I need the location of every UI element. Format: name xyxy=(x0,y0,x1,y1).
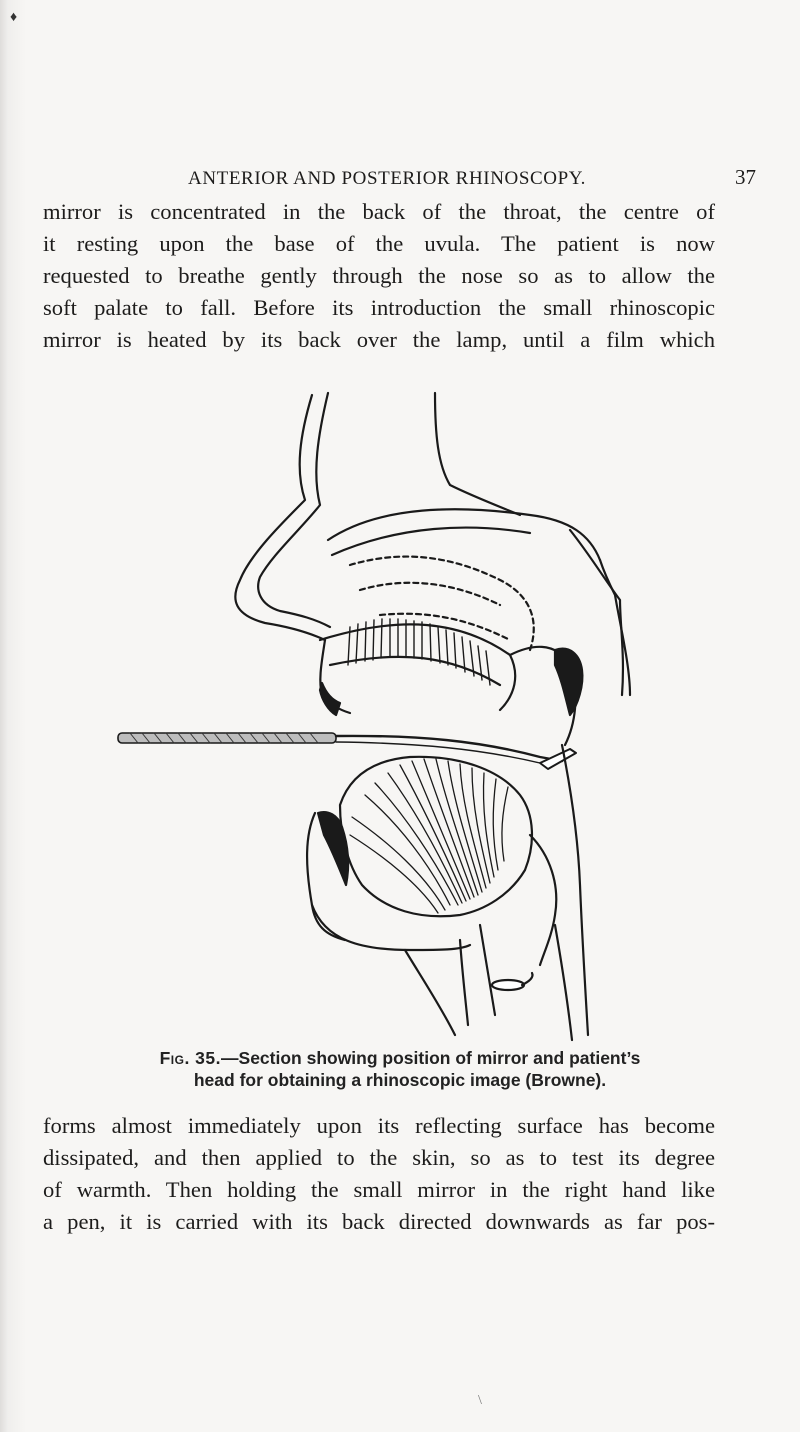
caption-line-2: head for obtaining a rhinoscopic image (Browne). xyxy=(193,1070,607,1090)
chin-line xyxy=(312,905,470,950)
hyoid-detail xyxy=(522,973,533,985)
stray-mark: \ xyxy=(478,1393,482,1408)
nose-profile-line xyxy=(235,395,325,640)
rhinoscope-stem-lower xyxy=(336,742,540,763)
caption-text-1: —Section showing position of mirror and patient’s xyxy=(221,1048,641,1068)
neck-front-line xyxy=(405,950,455,1035)
skull-base-line xyxy=(435,393,520,515)
text-line: soft palate to fall. Before its introduction the small rhinoscopic xyxy=(43,295,715,320)
upper-teeth xyxy=(320,683,340,715)
posterior-wall-line xyxy=(600,560,630,695)
page-number: 37 xyxy=(735,165,756,189)
tongue-fibers xyxy=(350,759,508,913)
epiglottis-line xyxy=(530,835,556,965)
text-line: requested to breathe gently through the nose so as to allow the xyxy=(43,263,715,288)
figure-caption xyxy=(110,1047,690,1091)
larynx-front-line xyxy=(460,940,468,1025)
turbinate-dashed-line xyxy=(360,583,500,605)
hyoid-bone xyxy=(492,980,524,990)
rhinoscopy-section-illustration xyxy=(100,365,660,1045)
nasal-roof-line xyxy=(328,509,600,560)
text-line: mirror is heated by its back over the lamp, until a film which xyxy=(43,327,715,352)
paragraph-top xyxy=(43,196,715,356)
larynx-line xyxy=(480,925,495,1015)
running-head: ANTERIOR AND POSTERIOR RHINOSCOPY. xyxy=(188,168,586,189)
caption-line-1 xyxy=(110,1047,690,1069)
uvula-shape xyxy=(555,649,582,715)
text-line: it resting upon the base of the uvula. The patient is now xyxy=(43,231,715,256)
paragraph-bottom xyxy=(43,1110,715,1238)
esophagus-line xyxy=(555,925,572,1040)
text-line: of warmth. Then holding the small mirror in the right hand like xyxy=(43,1177,715,1202)
figure-label: Fig. 35. xyxy=(159,1048,222,1068)
text-line: dissipated, and then applied to the skin, so as to test its degree xyxy=(43,1145,715,1170)
text-line: a pen, it is carried with its back directed downwards as far pos- xyxy=(43,1209,715,1234)
turbinate-dashed-line xyxy=(350,557,534,650)
nasal-roof-inner-line xyxy=(332,528,530,555)
lower-teeth xyxy=(318,812,348,885)
ornament-mark: ♦ xyxy=(10,10,18,25)
text-line: mirror is concentrated in the back of the throat, the centre of xyxy=(43,199,715,224)
text-line: forms almost immediately upon its reflecting surface has become xyxy=(43,1113,715,1138)
